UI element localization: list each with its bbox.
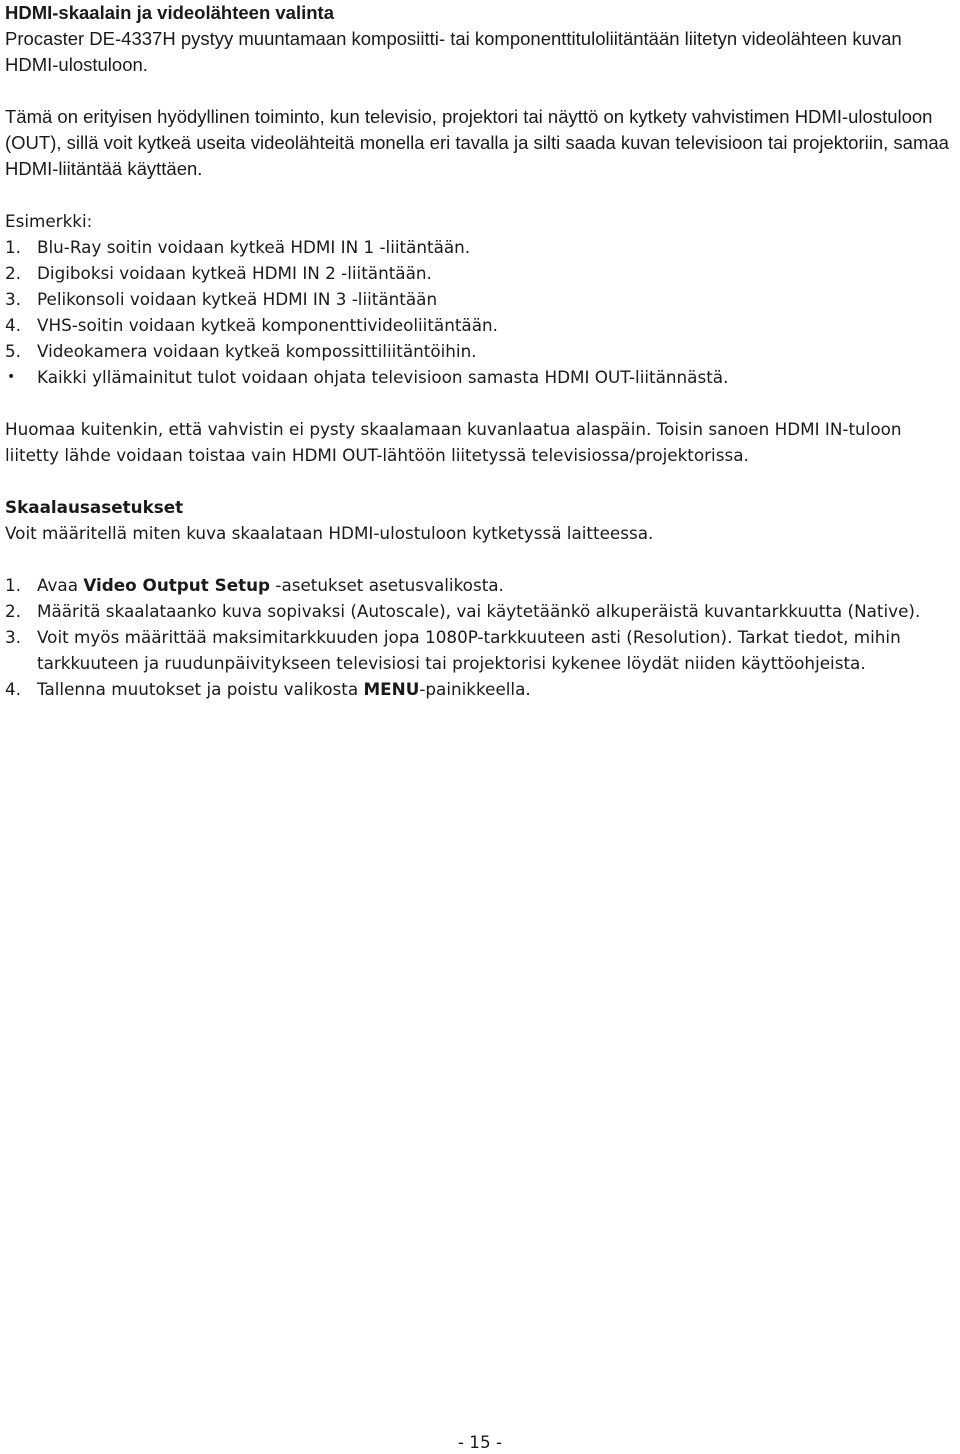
list-item (5, 598, 951, 624)
step-text-pre: Voit myös määrittää maksimitarkkuuden jopa 1080P-tarkkuuteen asti (Resolution). Tarkat tiedot, mihin tarkkuuteen ja ruudunpäivitykseen televisiosi tai projektorisi kykenee löydät niiden käyttöohjeista. (37, 627, 901, 673)
step-text-pre: Avaa (37, 575, 84, 595)
examples-label: Esimerkki: (5, 211, 93, 231)
list-item-number: 3. (5, 627, 22, 647)
section-title-scaling-settings: Skaalausasetukset (5, 497, 184, 517)
list-item-number: 2. (5, 601, 22, 621)
list-item (5, 338, 951, 364)
steps-list (5, 572, 951, 702)
spacer (5, 182, 951, 208)
list-item-bullet (5, 364, 951, 390)
note-paragraph: Huomaa kuitenkin, että vahvistin ei pysty skaalamaan kuvanlaatua alaspäin. Toisin sanoen HDMI IN-tuloon liitetty lähde voidaan toistaa vain HDMI OUT-lähtöön liitetyssä televisiossa/projektorissa. (5, 419, 902, 465)
list-item-text (37, 572, 951, 598)
list-item-text (37, 676, 951, 702)
list-item (5, 286, 951, 312)
spacer (5, 468, 951, 494)
step-text-pre: Tallenna muutokset ja poistu valikosta (37, 679, 364, 699)
step-text-post: -painikkeella. (419, 679, 531, 699)
section-intro: Procaster DE-4337H pystyy muuntamaan komposiitti- tai komponenttituloliitäntään liitetyn videolähteen kuvan HDMI-ulostuloon. (5, 28, 902, 75)
list-item (5, 260, 951, 286)
list-item-number: 4. (5, 679, 22, 699)
step-text-bold: Video Output Setup (83, 575, 271, 595)
list-item-text: Pelikonsoli voidaan kytkeä HDMI IN 3 -liitäntään (37, 289, 438, 309)
list-item-text: Blu-Ray soitin voidaan kytkeä HDMI IN 1 -liitäntään. (37, 237, 471, 257)
spacer (5, 390, 951, 416)
list-item-number: 1. (5, 237, 22, 257)
list-item-number: 5. (5, 341, 22, 361)
list-item (5, 312, 951, 338)
document-page (5, 0, 951, 702)
step-text-post: -asetukset asetusvalikosta. (270, 575, 504, 595)
list-item-number: 3. (5, 289, 22, 309)
examples-list (5, 234, 951, 390)
list-item-text: Digiboksi voidaan kytkeä HDMI IN 2 -liitäntään. (37, 263, 432, 283)
list-item-text: Videokamera voidaan kytkeä kompossittiliitäntöihin. (37, 341, 477, 361)
list-item (5, 234, 951, 260)
step-text-bold: MENU (363, 679, 420, 699)
list-item-text: Kaikki yllämainitut tulot voidaan ohjata televisioon samasta HDMI OUT-liitännästä. (37, 367, 729, 387)
list-item (5, 676, 951, 702)
list-item-number: 2. (5, 263, 22, 283)
bullet-icon: • (7, 369, 16, 385)
spacer (5, 78, 951, 104)
list-item-text (37, 624, 951, 676)
list-item-number: 1. (5, 575, 22, 595)
section2-intro: Voit määritellä miten kuva skaalataan HDMI-ulostuloon kytketyssä laitteessa. (5, 523, 654, 543)
list-item-text (37, 598, 951, 624)
section-paragraph: Tämä on erityisen hyödyllinen toiminto, kun televisio, projektori tai näyttö on kytkety vahvistimen HDMI-ulostuloon (OUT), sillä voit kytkeä useita videolähteitä monella eri tavalla ja silti saada kuvan televisioon tai projektoriin, samaa HDMI-liitäntää käyttäen. (5, 106, 949, 179)
step-text-pre: Määritä skaalataanko kuva sopivaksi (Autoscale), vai käytetäänkö alkuperäistä kuvantarkkuutta (Native). (37, 601, 921, 621)
list-item (5, 624, 951, 676)
list-item-text: VHS-soitin voidaan kytkeä komponenttivideoliitäntään. (37, 315, 498, 335)
section-title-hdmi-scaler: HDMI-skaalain ja videolähteen valinta (5, 2, 334, 23)
list-item-number: 4. (5, 315, 22, 335)
page-number: - 15 - (457, 1432, 503, 1452)
list-item (5, 572, 951, 598)
spacer (5, 546, 951, 572)
